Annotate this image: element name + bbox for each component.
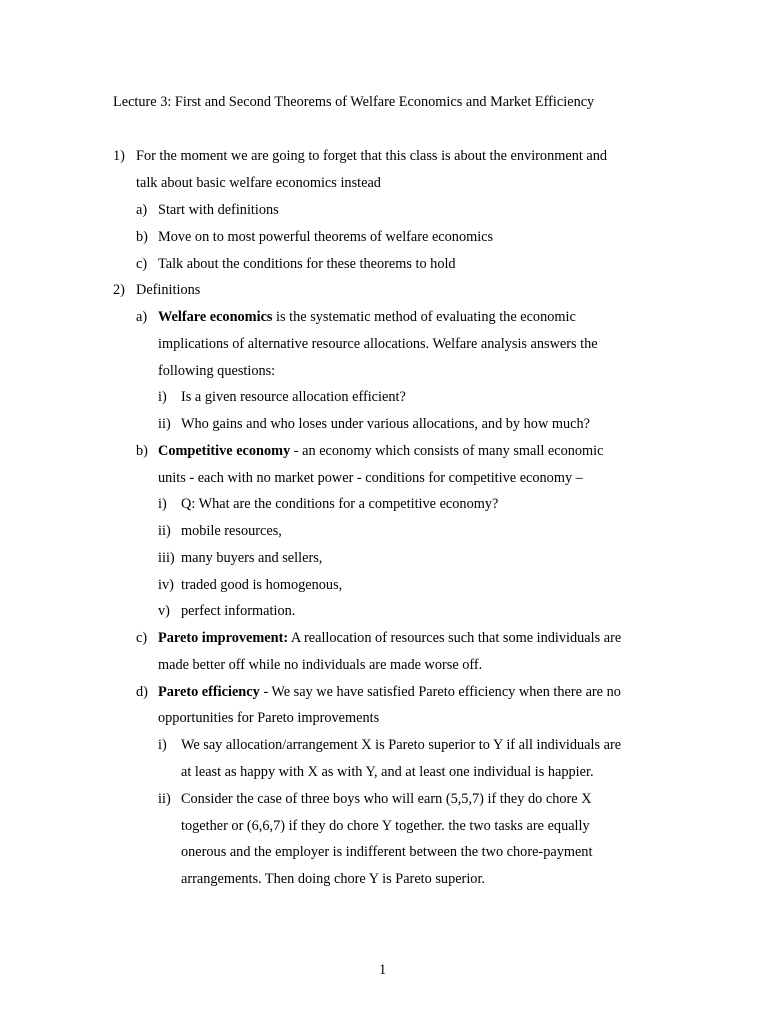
list-marker: b) [136, 443, 148, 459]
list-marker: ii) [158, 791, 171, 807]
list-item: traded good is homogenous, [181, 577, 343, 593]
list-marker: i) [158, 737, 167, 753]
paragraph-line: We say allocation/arrangement X is Pareto superior to Y if all individuals are [181, 737, 622, 753]
list-marker: i) [158, 496, 167, 512]
list-marker: iv) [158, 577, 174, 593]
paragraph-line: For the moment we are going to forget that this class is about the environment and [136, 148, 608, 164]
paragraph-line: talk about basic welfare economics instead [136, 175, 381, 191]
paragraph-line: made better off while no individuals are made worse off. [158, 657, 483, 673]
list-item: Talk about the conditions for these theorems to hold [158, 256, 456, 272]
list-marker: iii) [158, 550, 175, 566]
definition-line [158, 629, 621, 647]
term-welfare-economics: Welfare economics [158, 309, 273, 325]
definition-line [158, 683, 621, 701]
paragraph-line: units - each with no market power - conditions for competitive economy – [158, 470, 583, 486]
term-pareto-efficiency: Pareto efficiency [158, 684, 260, 700]
list-item: Start with definitions [158, 202, 279, 218]
paragraph-line: at least as happy with X as with Y, and at least one individual is happier. [181, 764, 594, 780]
list-marker: c) [136, 630, 148, 646]
list-marker: 2) [113, 282, 125, 298]
list-item: Is a given resource allocation efficient? [181, 389, 406, 405]
paragraph-line: opportunities for Pareto improvements [158, 710, 380, 726]
definition-text: - We say we have satisfied Pareto efficiency when there are no [259, 684, 621, 700]
paragraph-line: following questions: [158, 363, 276, 379]
definition-line [158, 308, 576, 326]
definition-line [158, 442, 604, 460]
list-item: many buyers and sellers, [181, 550, 323, 566]
term-pareto-improvement: Pareto improvement: [158, 630, 289, 646]
paragraph-line: onerous and the employer is indifferent between the two chore-payment [181, 844, 593, 860]
list-marker: c) [136, 256, 148, 272]
list-marker: i) [158, 389, 167, 405]
definition-text: - an economy which consists of many small economic [290, 443, 604, 459]
list-item: Move on to most powerful theorems of welfare economics [158, 229, 494, 245]
list-marker: ii) [158, 416, 171, 432]
list-item: perfect information. [181, 603, 296, 619]
paragraph-line: together or (6,6,7) if they do chore Y together. the two tasks are equally [181, 818, 590, 834]
list-marker: v) [158, 603, 170, 619]
list-marker: d) [136, 684, 148, 700]
list-item: Q: What are the conditions for a competitive economy? [181, 496, 499, 512]
list-marker: b) [136, 229, 148, 245]
list-item: Who gains and who loses under various allocations, and by how much? [181, 416, 590, 432]
paragraph-line: implications of alternative resource allocations. Welfare analysis answers the [158, 336, 598, 352]
definition-text: is the systematic method of evaluating the economic [272, 309, 576, 325]
paragraph-line: Consider the case of three boys who will earn (5,5,7) if they do chore X [181, 791, 592, 807]
definition-text: A reallocation of resources such that some individuals are [288, 630, 622, 646]
section-heading: Definitions [136, 282, 201, 298]
list-item: mobile resources, [181, 523, 282, 539]
page-title: Lecture 3: First and Second Theorems of Welfare Economics and Market Efficiency [113, 94, 595, 110]
list-marker: ii) [158, 523, 171, 539]
list-marker: a) [136, 309, 148, 325]
page-number: 1 [379, 962, 387, 978]
paragraph-line: arrangements. Then doing chore Y is Pareto superior. [181, 871, 485, 887]
list-marker: 1) [113, 148, 125, 164]
term-competitive-economy: Competitive economy [158, 443, 291, 459]
list-marker: a) [136, 202, 148, 218]
